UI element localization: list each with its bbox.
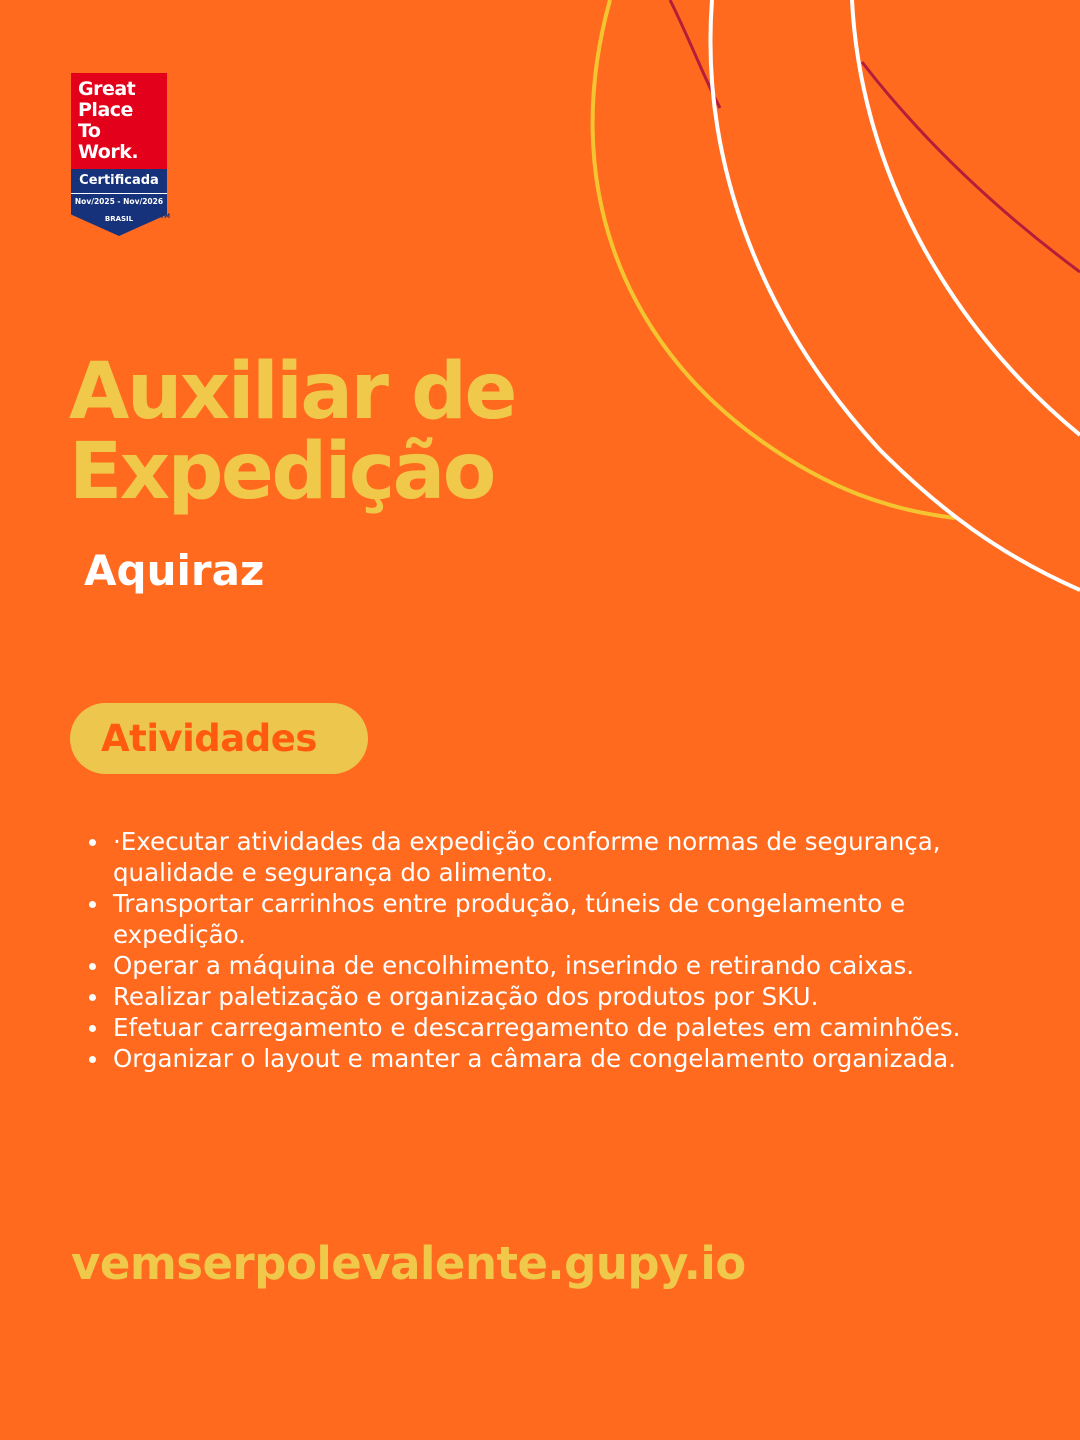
- badge-red-panel: [71, 73, 167, 169]
- badge-divider: [71, 193, 167, 194]
- job-title-line-1: Auxiliar de: [69, 347, 515, 437]
- list-item: Realizar paletização e organização dos produtos por SKU.: [80, 981, 1020, 1012]
- badge-trademark: TM: [160, 213, 171, 220]
- job-title-line-2: Expedição: [69, 427, 494, 517]
- white-arc-outer: [710, 0, 1080, 590]
- list-item: Organizar o layout e manter a câmara de congelamento organizada.: [80, 1043, 1020, 1074]
- badge-word-place: Place: [78, 99, 133, 121]
- badge-word-to: To: [78, 120, 101, 142]
- badge-word-great: Great: [78, 78, 136, 100]
- badge-dates: Nov/2025 - Nov/2026: [74, 197, 164, 206]
- badge-country: BRASIL: [104, 215, 134, 223]
- list-item: Transportar carrinhos entre produção, túneis de congelamento e expedição.: [80, 888, 1020, 950]
- white-arc-inner: [852, 0, 1080, 435]
- activities-heading: Atividades: [101, 717, 317, 760]
- list-item: ·Executar atividades da expedição conforme normas de segurança, qualidade e segurança do alimento.: [80, 826, 1020, 888]
- list-item: Operar a máquina de encolhimento, inserindo e retirando caixas.: [80, 950, 1020, 981]
- activities-pill: [70, 703, 368, 774]
- careers-url: vemserpolevalente.gupy.io: [71, 1237, 746, 1290]
- badge-certified-label: Certificada: [79, 173, 159, 188]
- job-title: [69, 347, 689, 517]
- list-item: Efetuar carregamento e descarregamento de paletes em caminhões.: [80, 1012, 1020, 1043]
- job-location: Aquiraz: [84, 546, 265, 595]
- badge-word-work: Work.: [78, 141, 139, 163]
- great-place-to-work-badge: [71, 73, 171, 236]
- activities-list: [80, 826, 1020, 1074]
